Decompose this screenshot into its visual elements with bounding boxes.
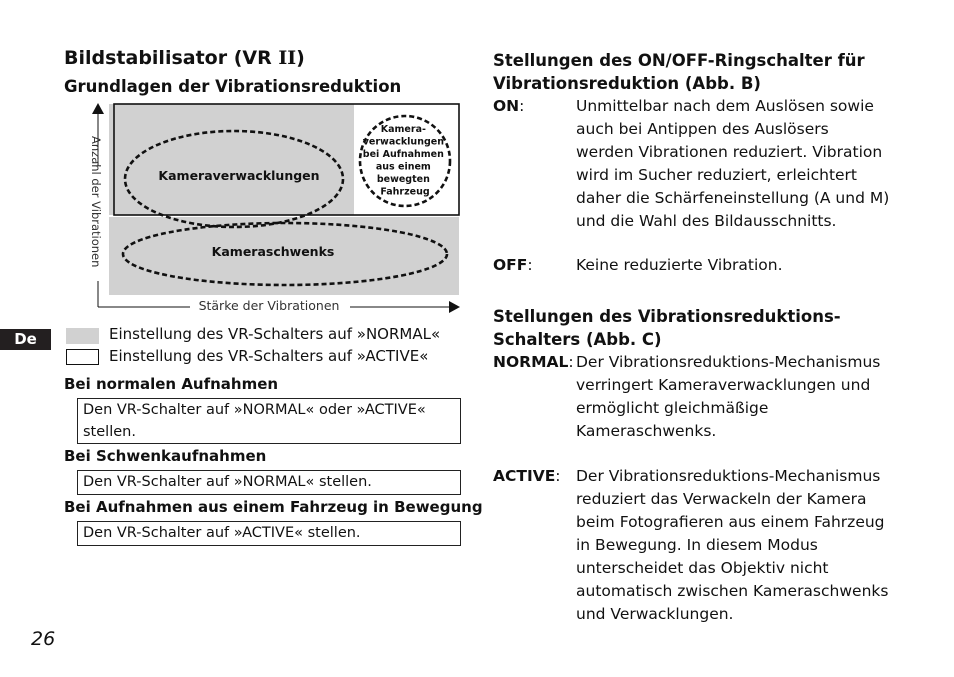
- normal-region-top: [109, 104, 354, 215]
- case-box-normal: Den VR-Schalter auf »NORMAL« oder »ACTIVE« stellen.: [77, 398, 461, 444]
- section-title-vr-switch: Stellungen des Vibrationsreduktions-Schalters (Abb. C): [493, 307, 841, 349]
- camera-pan-label: Kameraschwenks: [211, 244, 335, 259]
- vehicle-line: Kamera-: [380, 124, 426, 135]
- page-number: 26: [31, 628, 56, 650]
- normal-description: Der Vibrationsreduktions-Mechanismus verringert Kameraverwacklungen und ermöglicht gleichmäßige Kameraschwenks.: [576, 353, 881, 440]
- on-description: Unmittelbar nach dem Auslösen sowie auch bei Antippen des Auslösers werden Vibrationen reduziert. Vibration wird im Sucher reduziert, erleichtert daher die Schärfeneinstellung (A und M) und die Wahl des Bildausschnitts.: [576, 97, 890, 230]
- vehicle-line: bewegten: [376, 174, 430, 185]
- camera-shake-label: Kameraverwacklungen: [158, 168, 320, 183]
- active-description: Der Vibrationsreduktions-Mechanismus reduziert das Verwackeln der Kamera beim Fotografieren aus einem Fahrzeug in Bewegung. In diesem Modus unterscheidet das Objektiv nicht automatisch zwischen Kameraschwenks und Verwacklungen.: [576, 467, 889, 623]
- x-axis-label: Stärke der Vibrationen: [198, 298, 340, 313]
- vehicle-line: Fahrzeug: [380, 186, 430, 198]
- case-box-pan: Den VR-Schalter auf »NORMAL« stellen.: [77, 470, 461, 495]
- vehicle-line: aus einem: [375, 161, 431, 173]
- active-label: ACTIVE:: [493, 467, 561, 485]
- case-heading-normal: Bei normalen Aufnahmen: [64, 375, 279, 393]
- on-label: ON:: [493, 97, 525, 115]
- section-title-basics: Grundlagen der Vibrationsreduktion: [64, 77, 402, 96]
- off-label: OFF:: [493, 256, 533, 274]
- legend-normal-label: Einstellung des VR-Schalters auf »NORMAL«: [109, 325, 441, 343]
- off-description: Keine reduzierte Vibration.: [576, 256, 783, 274]
- vehicle-line: bei Aufnahmen: [362, 149, 444, 160]
- page-title: Bildstabilisator (VR II): [64, 47, 305, 69]
- legend-swatch-normal: [66, 328, 99, 344]
- normal-label: NORMAL:: [493, 353, 574, 371]
- x-axis-arrow: [449, 301, 460, 313]
- case-heading-pan: Bei Schwenkaufnahmen: [64, 447, 267, 465]
- section-title-onoff: Stellungen des ON/OFF-Ringschalter für Vibrationsreduktion (Abb. B): [493, 51, 865, 93]
- legend-swatch-active: [66, 349, 99, 365]
- vehicle-line: verwacklungen: [362, 136, 444, 148]
- legend-active-label: Einstellung des VR-Schalters auf »ACTIVE«: [109, 347, 429, 365]
- y-axis-label: Anzahl der Vibrationen: [89, 136, 103, 268]
- case-box-vehicle: Den VR-Schalter auf »ACTIVE« stellen.: [77, 521, 461, 546]
- case-heading-vehicle: Bei Aufnahmen aus einem Fahrzeug in Bewegung: [64, 498, 483, 516]
- vibration-diagram: [80, 100, 465, 322]
- language-tag: De: [0, 329, 51, 350]
